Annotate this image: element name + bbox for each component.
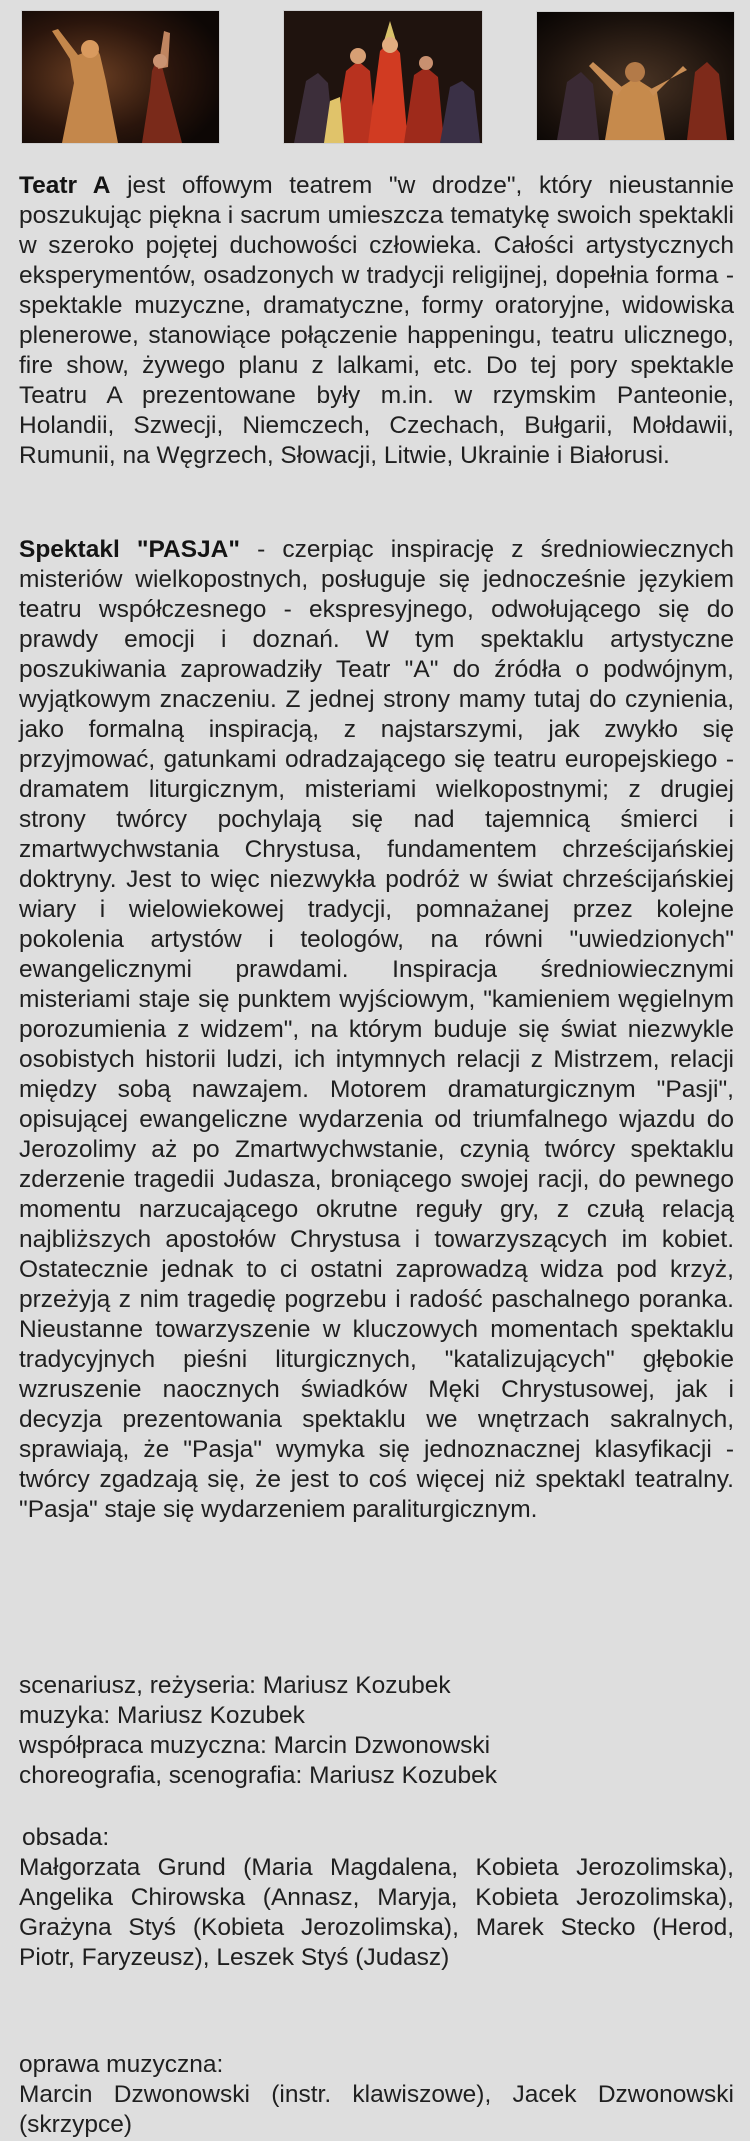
photo-strip [0,11,750,146]
performance-photo-2 [284,11,482,143]
cast-text: Małgorzata Grund (Maria Magdalena, Kobieta Jerozolimska), Angelika Chirowska (Annasz, Maryja, Kobieta Jerozolimska), Grażyna Styś (Kobieta Jerozolimska), Marek Stecko (Herod, Piotr, Faryzeusz), Leszek Styś (Judasz) [19,1854,734,1971]
credit-line: muzyka: Mariusz Kozubek [19,1702,305,1729]
performance-title: Spektakl "PASJA" [19,536,240,563]
intro-paragraph [19,171,734,471]
performance-photo-1 [22,11,219,143]
pasja-text: - czerpiąc inspirację z średniowiecznych misteriów wielkopostnych, posługuje się jednocześnie językiem teatru współczesnego - ekspresyjnego, odwołującego się do prawdy emocji i doznań. W tym spektaklu artystyczne poszukiwania zaprowadziły Teatr "A" do źródła o podwójnym, wyjątkowym znaczeniu. Z jednej strony mamy tutaj do czynienia, jako formalną inspiracją, z najstarszymi, jak zwykło się przyjmować, gatunkami odradzającego się teatru europejskiego - dramatem liturgicznym, misteriami wielkopostnymi; z drugiej strony twórcy pochylają się nad tajemnicą śmierci i zmartwychwstania Chrystusa, fundamentem chrześcijańskiej doktryny. Jest to więc niezwykła podróż w świat chrześcijańskiej wiary i wielowiekowej tradycji, pomnażanej przez kolejne pokolenia artystów i teologów, na równi "uwiedzionych" ewangelicznymi prawdami. Inspiracja średniowiecznymi misteriami staje się punktem wyjściowym, "kamieniem węgielnym porozumienia z widzem", na którym buduje się świat niezwykle osobistych historii ludzi, ich intymnych relacji z Mistrzem, relacji między sobą nawzajem. Motorem dramaturgicznym "Pasji", opisującej ewangeliczne wydarzenia od triumfalnego wjazdu do Jerozolimy aż po Zmartwychwstanie, czynią twórcy spektaklu zderzenie tragedii Judasza, broniącego swojej racji, do pewnego momentu narzucającego okrutne reguły gry, z czułą relacją najbliższych apostołów Chrystusa i towarzyszących im kobiet. Ostatecznie jednak to ci ostatni zaprowadzą widza pod krzyż, przeżyją z nim tragedię pogrzebu i radość paschalnego poranka. Nieustanne towarzyszenie w kluczowych momentach spektaklu tradycyjnych pieśni liturgicznych, "katalizujących" głębokie wzruszenie naocznych świadków Męki Chrystusowej, jak i decyzja prezentowania spektaklu we wnętrzach sakralnych, sprawiają, że "Pasja" wymyka się jednoznacznej klasyfikacji - twórcy zgadzają się, że jest to coś więcej niż spektakl teatralny. "Pasja" staje się wydarzeniem paraliturgicznym. [19,536,735,1523]
pasja-paragraph [19,535,734,1525]
credit-line: choreografia, scenografia: Mariusz Kozubek [19,1762,498,1789]
theatre-name: Teatr A [19,172,111,199]
cast-label: obsada: [22,1824,110,1851]
music-section [19,2050,734,2140]
credit-line: współpraca muzyczna: Marcin Dzwonowski [19,1732,491,1759]
music-label: oprawa muzyczna: [19,2051,224,2078]
performance-photo-3 [537,12,734,140]
cast-section [19,1823,734,1973]
intro-text: jest offowym teatrem "w drodze", który nieustannie poszukując piękna i sacrum umieszcza tematykę swoich spektakli w szeroko pojętej duchowości człowieka. Całości artystycznych eksperymentów, osadzonych w tradycji religijnej, dopełnia forma - spektakle muzyczne, dramatyczne, formy oratoryjne, widowiska plenerowe, stanowiące połączenie happeningu, teatru ulicznego, fire show, żywego planu z lalkami, etc. Do tej pory spektakle Teatru A prezentowane były m.in. w rzymskim Panteonie, Holandii, Szwecji, Niemczech, Czechach, Bułgarii, Mołdawii, Rumunii, na Węgrzech, Słowacji, Litwie, Ukrainie i Białorusi. [19,172,735,469]
credits-list [19,1671,734,1791]
credit-line: scenariusz, reżyseria: Mariusz Kozubek [19,1672,451,1699]
music-text: Marcin Dzwonowski (instr. klawiszowe), Jacek Dzwonowski (skrzypce) [19,2081,734,2138]
